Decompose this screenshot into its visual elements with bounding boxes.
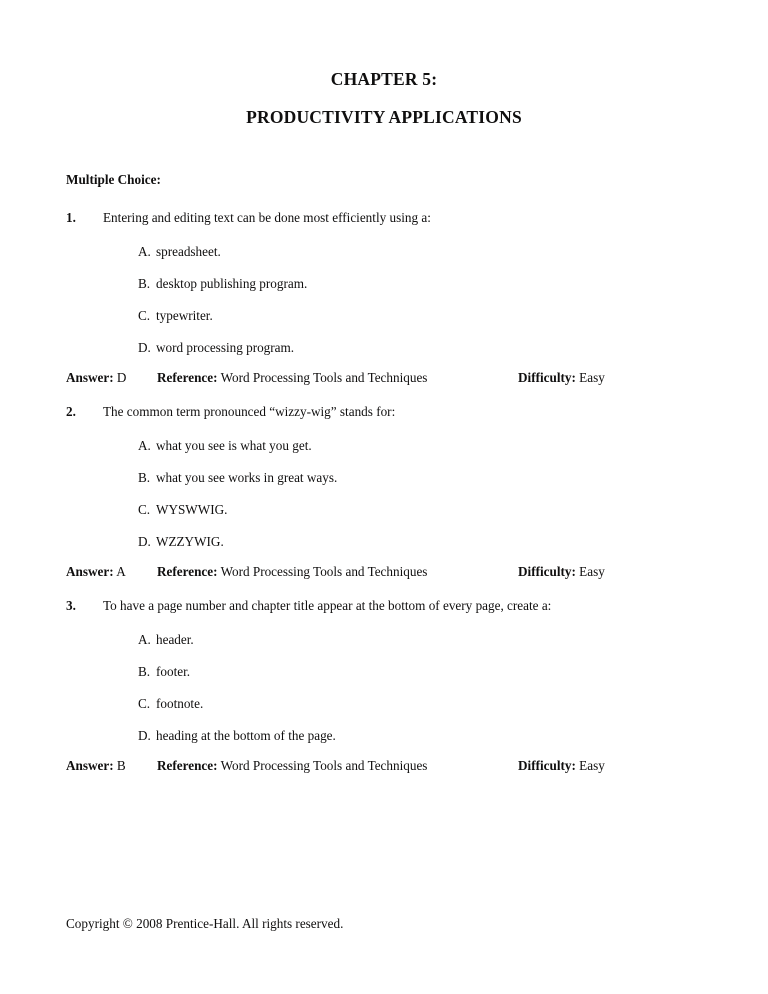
- option-item[interactable]: [138, 437, 708, 455]
- option-item[interactable]: [138, 663, 708, 681]
- option-item[interactable]: [138, 243, 708, 261]
- question-number: 3.: [66, 598, 76, 613]
- difficulty-value: Easy: [579, 564, 605, 579]
- question-text: The common term pronounced “wizzy-wig” stands for:: [103, 404, 396, 419]
- reference-field: [157, 563, 427, 581]
- difficulty-field: [518, 369, 605, 387]
- option-letter: B.: [138, 276, 151, 291]
- answer-metadata-row: [66, 563, 708, 581]
- option-list: [66, 437, 708, 551]
- question-number: 1.: [66, 210, 76, 225]
- answer-label: Answer:: [66, 758, 114, 773]
- question-stem-row: [66, 597, 708, 615]
- reference-value: Word Processing Tools and Techniques: [220, 370, 428, 385]
- reference-value: Word Processing Tools and Techniques: [220, 758, 428, 773]
- answer-field: [66, 757, 126, 775]
- answer-field: [66, 563, 126, 581]
- document-title: [0, 0, 768, 133]
- option-letter: A.: [138, 244, 151, 259]
- option-text: desktop publishing program.: [156, 276, 308, 291]
- option-item[interactable]: [138, 533, 708, 551]
- reference-field: [157, 369, 427, 387]
- reference-label: Reference:: [157, 758, 218, 773]
- option-text: WZZYWIG.: [156, 534, 224, 549]
- copyright-footer: Copyright © 2008 Prentice-Hall. All rights reserved.: [66, 916, 344, 931]
- answer-field: [66, 369, 126, 387]
- option-list: [66, 243, 708, 357]
- option-item[interactable]: [138, 339, 708, 357]
- answer-value: B: [116, 758, 126, 773]
- reference-label: Reference:: [157, 564, 218, 579]
- answer-metadata-row: [66, 369, 708, 387]
- option-text: heading at the bottom of the page.: [156, 728, 336, 743]
- option-item[interactable]: [138, 307, 708, 325]
- option-item[interactable]: [138, 695, 708, 713]
- option-list: [66, 631, 708, 745]
- question-stem-row: [66, 209, 708, 227]
- question-number: 2.: [66, 404, 76, 419]
- option-text: footnote.: [156, 696, 204, 711]
- option-letter: D.: [138, 340, 151, 355]
- difficulty-field: [518, 757, 605, 775]
- difficulty-label: Difficulty:: [518, 758, 576, 773]
- difficulty-field: [518, 563, 605, 581]
- option-text: header.: [156, 632, 194, 647]
- chapter-title-line-2: PRODUCTIVITY APPLICATIONS: [246, 107, 522, 127]
- option-item[interactable]: [138, 727, 708, 745]
- option-letter: A.: [138, 438, 151, 453]
- answer-value: A: [116, 564, 126, 579]
- question-block: [66, 403, 708, 581]
- option-item[interactable]: [138, 501, 708, 519]
- reference-value: Word Processing Tools and Techniques: [220, 564, 428, 579]
- option-text: WYSWWIG.: [156, 502, 228, 517]
- option-letter: C.: [138, 696, 151, 711]
- option-text: what you see works in great ways.: [156, 470, 338, 485]
- document-body: [0, 171, 768, 775]
- question-block: [66, 597, 708, 775]
- question-text: Entering and editing text can be done most efficiently using a:: [103, 210, 431, 225]
- answer-metadata-row: [66, 757, 708, 775]
- reference-label: Reference:: [157, 370, 218, 385]
- question-text: To have a page number and chapter title appear at the bottom of every page, create a:: [103, 598, 552, 613]
- option-letter: B.: [138, 664, 151, 679]
- option-item[interactable]: [138, 631, 708, 649]
- section-heading-multiple-choice: Multiple Choice:: [66, 172, 161, 187]
- option-text: footer.: [156, 664, 191, 679]
- option-text: typewriter.: [156, 308, 213, 323]
- chapter-title-line-1: CHAPTER 5:: [330, 69, 438, 89]
- difficulty-label: Difficulty:: [518, 564, 576, 579]
- option-text: what you see is what you get.: [156, 438, 312, 453]
- option-letter: D.: [138, 534, 151, 549]
- question-stem-row: [66, 403, 708, 421]
- option-item[interactable]: [138, 469, 708, 487]
- option-text: word processing program.: [156, 340, 295, 355]
- answer-value: D: [116, 370, 127, 385]
- difficulty-value: Easy: [579, 370, 605, 385]
- option-text: spreadsheet.: [156, 244, 221, 259]
- option-letter: A.: [138, 632, 151, 647]
- difficulty-label: Difficulty:: [518, 370, 576, 385]
- difficulty-value: Easy: [579, 758, 605, 773]
- option-item[interactable]: [138, 275, 708, 293]
- question-block: [66, 209, 708, 387]
- option-letter: D.: [138, 728, 151, 743]
- answer-label: Answer:: [66, 564, 114, 579]
- option-letter: C.: [138, 502, 151, 517]
- answer-label: Answer:: [66, 370, 114, 385]
- option-letter: B.: [138, 470, 151, 485]
- option-letter: C.: [138, 308, 151, 323]
- reference-field: [157, 757, 427, 775]
